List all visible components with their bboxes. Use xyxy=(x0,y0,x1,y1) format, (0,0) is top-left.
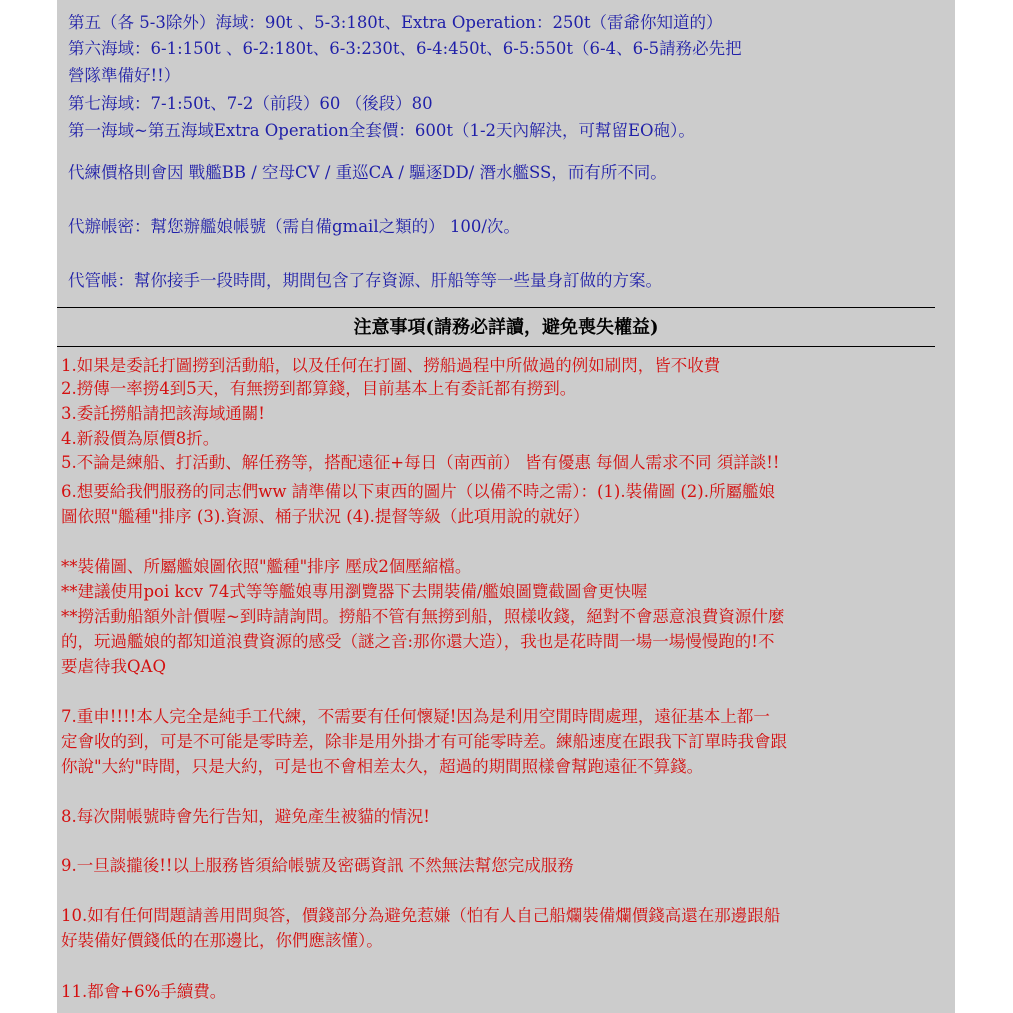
divider-top xyxy=(57,307,935,308)
notice-item-2: 2.撈傳一率撈4到5天，有無撈到都算錢，目前基本上有委託都有撈到。 xyxy=(61,379,577,398)
notice-item-10: 10.如有任何問題請善用問與答，價錢部分為避免惹嫌（怕有人自己船爛裝備爛價錢高還在那邊跟船 xyxy=(61,906,781,925)
notice-note-1: **裝備圖、所屬艦娘圖依照"艦種"排序 壓成2個壓縮檔。 xyxy=(61,557,472,576)
price-line-leveling: 代練價格則會因 戰艦BB / 空母CV / 重巡CA / 驅逐DD/ 潛水艦SS，而有所不同。 xyxy=(68,163,667,182)
notice-item-3: 3.委託撈船請把該海域通關! xyxy=(61,404,265,423)
divider-bottom xyxy=(57,346,935,347)
notice-item-11: 11.都會+6%手續費。 xyxy=(61,982,227,1001)
notice-note-3-cont: 的，玩過艦娘的都知道浪費資源的感受（謎之音:那你還大造），我也是花時間一場一場慢慢跑的!不 xyxy=(61,632,775,651)
price-line-account-management: 代管帳：幫你接手一段時間，期間包含了存資源、肝船等等一些量身訂做的方案。 xyxy=(68,271,662,290)
notice-item-8: 8.每次開帳號時會先行告知，避免產生被貓的情況! xyxy=(61,807,430,826)
price-line-sea-6: 第六海域：6-1:150t 、6-2:180t、6-3:230t、6-4:450t、6-5:550t（6-4、6-5請務必先把 xyxy=(68,39,742,58)
notice-item-7-cont: 定會收的到，可是不可能是零時差，除非是用外掛才有可能零時差。練船速度在跟我下訂單時我會跟 xyxy=(61,732,787,751)
notice-item-7: 7.重申!!!!本人完全是純手工代練，不需要有任何懷疑!因為是利用空閒時間處理，遠征基本上都一 xyxy=(61,707,770,726)
notice-item-9: 9.一旦談攏後!!以上服務皆須給帳號及密碼資訊 不然無法幫您完成服務 xyxy=(61,856,574,875)
notice-item-10-cont: 好裝備好價錢低的在那邊比，你們應該懂）。 xyxy=(61,931,383,950)
price-line-sea-5: 第五（各 5-3除外）海域：90t 、5-3:180t、Extra Operation：250t（雷爺你知道的） xyxy=(68,13,723,32)
price-line-account-creation: 代辦帳密：幫您辦艦娘帳號（需自備gmail之類的） 100/次。 xyxy=(68,217,520,236)
notice-item-6-cont: 圖依照"艦種"排序 (3).資源、桶子狀況 (4).提督等級（此項用說的就好） xyxy=(61,507,590,526)
notice-item-7-end: 你說"大約"時間，只是大約，可是也不會相差太久，超過的期間照樣會幫跑遠征不算錢。 xyxy=(61,757,704,776)
price-line-full-set: 第一海域~第五海域Extra Operation全套價：600t（1-2天內解決，可幫留EO砲）。 xyxy=(68,121,695,140)
notice-note-2: **建議使用poi kcv 74式等等艦娘專用瀏覽器下去開裝備/艦娘圖覽截圖會更快喔 xyxy=(61,582,648,601)
notice-note-3: **撈活動船額外計價喔~到時請詢問。撈船不管有無撈到船，照樣收錢，絕對不會惡意浪費資源什麼 xyxy=(61,607,785,626)
notice-heading: 注意事項(請務必詳讀，避免喪失權益) xyxy=(353,317,659,338)
notice-item-1: 1.如果是委託打圖撈到活動船，以及任何在打圖、撈船過程中所做過的例如刷閃，皆不收費 xyxy=(61,356,721,375)
price-line-sea-7: 第七海域：7-1:50t、7-2（前段）60 （後段）80 xyxy=(68,94,433,113)
price-line-sea-6-cont: 營隊準備好!!） xyxy=(68,66,181,85)
notice-item-4: 4.新殺價為原價8折。 xyxy=(61,429,220,448)
notice-item-6: 6.想要給我們服務的同志們ww 請準備以下東西的圖片（以備不時之需）：(1).裝備圖 (2).所屬艦娘 xyxy=(61,482,775,501)
notice-note-3-end: 要虐待我QAQ xyxy=(61,657,166,676)
notice-item-5: 5.不論是練船、打活動、解任務等，搭配遠征+每日（南西前） 皆有優惠 每個人需求不同 須詳談!! xyxy=(61,453,780,472)
